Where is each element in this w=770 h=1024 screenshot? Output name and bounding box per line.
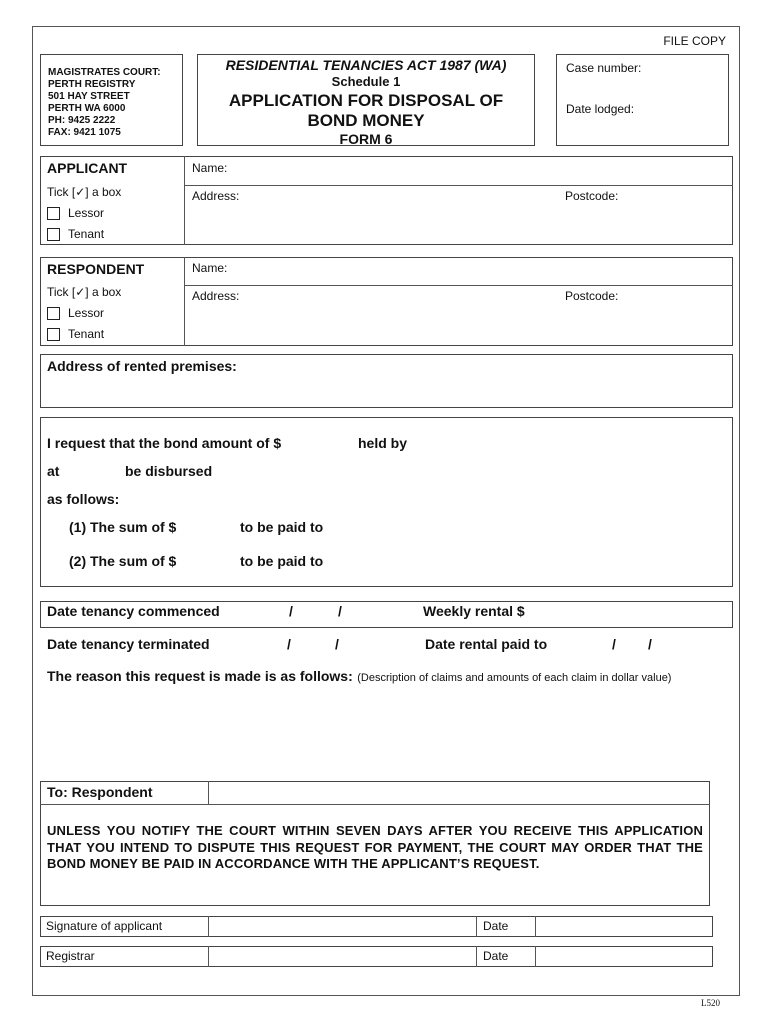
request-at[interactable]: at [47,463,60,479]
request-as-follows: as follows: [47,491,120,507]
registrar-label: Registrar [46,949,95,963]
applicant-heading: APPLICANT [47,160,128,176]
respondent-address-field[interactable]: Address: [192,289,240,303]
case-info-box [556,54,729,146]
notice-to-respondent: To: Respondent [47,784,153,800]
respondent-heading: RESPONDENT [47,261,145,277]
date-lodged-label: Date lodged: [566,102,635,116]
date-separator: / [648,636,652,652]
reason-note: (Description of claims and amounts of each claim in dollar value) [357,672,672,684]
court-address: MAGISTRATES COURT: PERTH REGISTRY 501 HAY STREET PERTH WA 6000 PH: 9425 2222 FAX: 9421 1075 [48,67,161,138]
registrar-date-label: Date [483,949,509,963]
signature-applicant-field[interactable] [210,917,474,936]
form-title-line1: APPLICATION FOR DISPOSAL OF [228,91,504,110]
request-held-by[interactable]: held by [358,435,408,451]
reason-label: The reason this request is made is as follows: [47,668,353,684]
date-rental-paid-label: Date rental paid to [425,636,548,652]
act-title: RESIDENTIAL TENANCIES ACT 1987 (WA) [225,57,507,73]
request-paid-to-1[interactable]: to be paid to [240,519,324,535]
registrar-field[interactable] [210,947,474,966]
registrar-date-field[interactable] [537,947,711,966]
court-address-box [40,54,183,146]
reason-line[interactable] [47,668,671,686]
date-separator: / [338,603,342,619]
applicant-tenant-label: Tenant [68,227,105,241]
request-sum-1[interactable]: (1) The sum of $ [69,519,177,535]
applicant-tenant-checkbox[interactable] [47,228,60,241]
request-bond-amount[interactable]: I request that the bond amount of $ [47,435,282,451]
applicant-postcode-field[interactable]: Postcode: [565,189,619,203]
signature-applicant-date-field[interactable] [537,917,711,936]
request-be-disbursed: be disbursed [125,463,213,479]
respondent-tenant-label: Tenant [68,327,105,341]
applicant-lessor-label: Lessor [68,206,105,220]
request-paid-to-2[interactable]: to be paid to [240,553,324,569]
weekly-rental-label[interactable]: Weekly rental $ [423,603,525,619]
title-box [197,54,535,146]
date-separator: / [612,636,616,652]
premises-label: Address of rented premises: [47,358,237,374]
schedule-label: Schedule 1 [331,74,401,89]
signature-applicant-label: Signature of applicant [46,919,163,933]
tenancy-terminated-label: Date tenancy terminated [47,636,210,652]
date-separator: / [287,636,291,652]
file-copy-label: FILE COPY [663,34,726,48]
respondent-lessor-checkbox[interactable] [47,307,60,320]
respondent-tenant-checkbox[interactable] [47,328,60,341]
applicant-tick-instruction: Tick [✓] a box [47,185,122,199]
request-sum-2[interactable]: (2) The sum of $ [69,553,177,569]
notice-body: UNLESS YOU NOTIFY THE COURT WITHIN SEVEN DAYS AFTER YOU RECEIVE THIS APPLICATION THAT YOU INTEND TO DISPUTE THIS REQUEST FOR PAYMENT, THE COURT MAY ORDER THAT THE BOND MONEY BE PAID IN ACCORDANCE WITH THE APPLICANT’S REQUEST. [47,823,703,871]
applicant-section [40,156,733,245]
respondent-postcode-field[interactable]: Postcode: [565,289,619,303]
signature-applicant-date-label: Date [483,919,509,933]
tenancy-commenced-label: Date tenancy commenced [47,603,220,619]
applicant-lessor-checkbox[interactable] [47,207,60,220]
form-code: L520 [701,998,720,1008]
respondent-name-field[interactable]: Name: [192,261,228,275]
form-number: FORM 6 [339,131,393,147]
date-separator: / [335,636,339,652]
form-title-line2: BOND MONEY [307,111,425,130]
respondent-lessor-label: Lessor [68,306,105,320]
respondent-tick-instruction: Tick [✓] a box [47,285,122,299]
applicant-address-field[interactable]: Address: [192,189,240,203]
case-number-label: Case number: [566,61,642,75]
date-separator: / [289,603,293,619]
applicant-name-field[interactable]: Name: [192,161,228,175]
